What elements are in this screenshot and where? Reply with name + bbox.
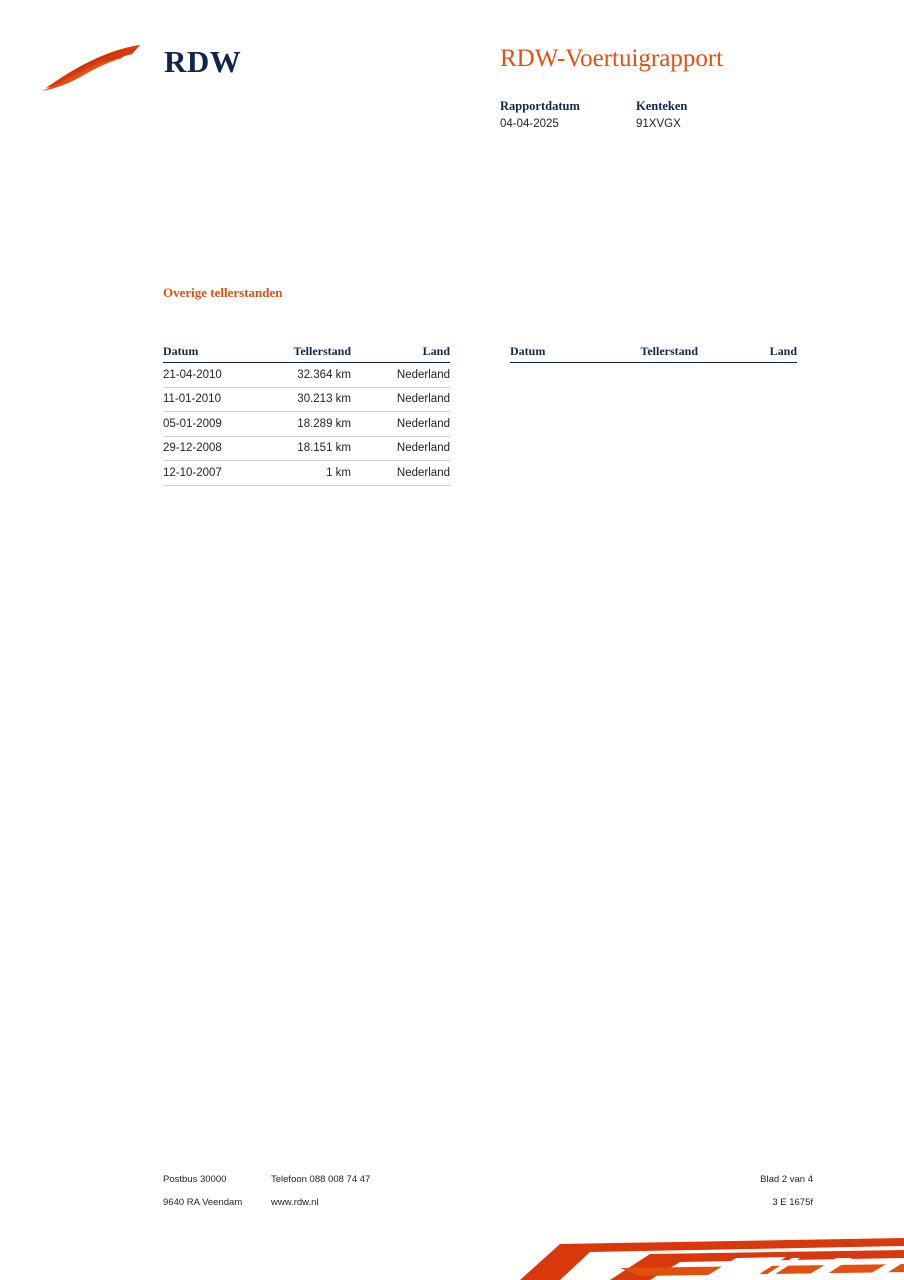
cell-datum: 11-01-2010 bbox=[163, 393, 221, 406]
cell-datum: 05-01-2009 bbox=[163, 417, 222, 430]
cell-tellerstand: 1 km bbox=[326, 466, 351, 479]
odometer-table-right bbox=[510, 344, 797, 363]
cell-land: Nederland bbox=[396, 368, 450, 381]
footer-address-line1: Postbus 30000 bbox=[163, 1174, 227, 1185]
table-body-left bbox=[163, 363, 450, 486]
table-header-row bbox=[163, 344, 450, 363]
table-row bbox=[163, 437, 450, 462]
section-title: Overige tellerstanden bbox=[163, 285, 283, 300]
cell-datum: 12-10-2007 bbox=[163, 466, 222, 479]
column-header-tellerstand: Tellerstand bbox=[293, 344, 351, 358]
footer-page-info: Blad 2 van 4 bbox=[760, 1174, 813, 1185]
table-row bbox=[163, 412, 450, 437]
table-header-row bbox=[510, 344, 797, 363]
column-header-land: Land bbox=[769, 344, 797, 358]
rdw-logo-text: RDW bbox=[164, 44, 242, 79]
cell-tellerstand: 32.364 km bbox=[297, 368, 351, 381]
column-header-tellerstand: Tellerstand bbox=[640, 344, 698, 358]
report-meta-labels bbox=[500, 98, 860, 114]
cell-tellerstand: 18.289 km bbox=[297, 417, 351, 430]
column-header-land: Land bbox=[422, 344, 450, 358]
page-footer bbox=[163, 1168, 813, 1214]
report-date-label: Rapportdatum bbox=[500, 99, 580, 113]
table-row bbox=[163, 388, 450, 413]
license-plate-label: Kenteken bbox=[636, 99, 688, 113]
license-plate-value: 91XVGX bbox=[636, 118, 681, 130]
cell-land: Nederland bbox=[396, 442, 450, 455]
column-header-datum: Datum bbox=[510, 344, 546, 358]
cell-datum: 29-12-2008 bbox=[163, 442, 222, 455]
report-meta bbox=[500, 98, 860, 134]
footer-row bbox=[163, 1168, 813, 1191]
table-row bbox=[163, 461, 450, 486]
footer-contact-line1: Telefoon 088 008 74 47 bbox=[271, 1174, 371, 1185]
table-row bbox=[163, 363, 450, 388]
cell-land: Nederland bbox=[396, 417, 450, 430]
column-header-datum: Datum bbox=[163, 344, 199, 358]
rdw-footer-graphic-icon bbox=[500, 1228, 904, 1280]
footer-doc-code: 3 E 1675f bbox=[772, 1197, 813, 1208]
cell-tellerstand: 30.213 km bbox=[297, 393, 351, 406]
odometer-table-left bbox=[163, 344, 450, 486]
report-date-value: 04-04-2025 bbox=[500, 118, 559, 130]
footer-address-line2: 9640 RA Veendam bbox=[163, 1197, 243, 1208]
cell-land: Nederland bbox=[396, 393, 450, 406]
report-meta-values bbox=[500, 114, 860, 134]
cell-land: Nederland bbox=[396, 466, 450, 479]
footer-website: www.rdw.nl bbox=[271, 1197, 319, 1208]
rdw-logo bbox=[42, 32, 302, 94]
cell-tellerstand: 18.151 km bbox=[297, 442, 351, 455]
cell-datum: 21-04-2010 bbox=[163, 368, 222, 381]
page-title: RDW-Voertuigrapport bbox=[500, 45, 724, 72]
rdw-swoosh-logo-icon bbox=[42, 44, 152, 92]
footer-row bbox=[163, 1191, 813, 1214]
